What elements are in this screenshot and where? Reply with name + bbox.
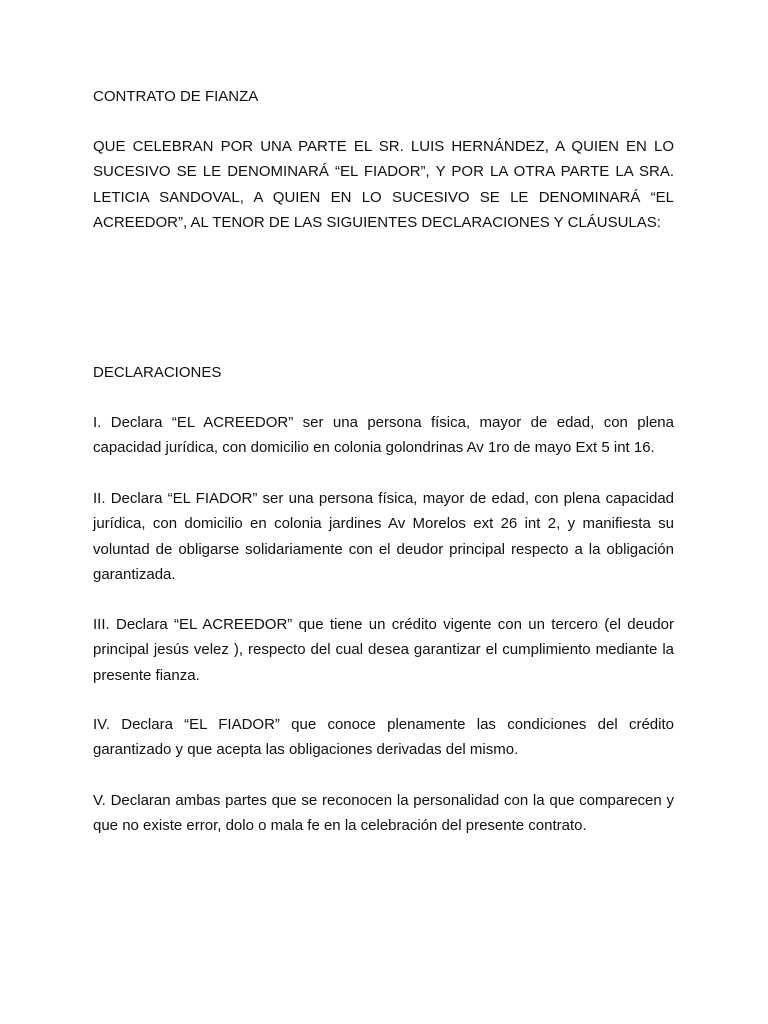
document-title: CONTRATO DE FIANZA	[93, 88, 259, 105]
declaration-item-1: I. Declara “EL ACREEDOR” ser una persona física, mayor de edad, con plena capacidad jurídica, con domicilio en colonia golondrinas Av 1ro de mayo Ext 5 int 16.	[93, 414, 674, 457]
declaration-item-2: II. Declara “EL FIADOR” ser una persona física, mayor de edad, con plena capacidad jurídica, con domicilio en colonia jardines Av Morelos ext 26 int 2, y manifiesta su voluntad de obligarse solidariamente con el deudor principal respecto a la obligación garantizada.	[93, 490, 674, 583]
declaration-item-5: V. Declaran ambas partes que se reconocen la personalidad con la que comparecen y que no existe error, dolo o mala fe en la celebración del presente contrato.	[93, 792, 674, 835]
preamble-paragraph: QUE CELEBRAN POR UNA PARTE EL SR. LUIS HERNÁNDEZ, A QUIEN EN LO SUCESIVO SE LE DENOMINARÁ “EL FIADOR”, Y POR LA OTRA PARTE LA SRA. LETICIA SANDOVAL, A QUIEN EN LO SUCESIVO SE LE DENOMINARÁ “EL ACREEDOR”, AL TENOR DE LAS SIGUIENTES DECLARACIONES Y CLÁUSULAS:	[93, 138, 674, 231]
declaration-item-3: III. Declara “EL ACREEDOR” que tiene un crédito vigente con un tercero (el deudor principal jesús velez ), respecto del cual desea garantizar el cumplimiento mediante la presente fianza.	[93, 616, 674, 684]
declarations-heading: DECLARACIONES	[93, 364, 222, 381]
declaration-item-4: IV. Declara “EL FIADOR” que conoce plenamente las condiciones del crédito garantizado y que acepta las obligaciones derivadas del mismo.	[93, 716, 674, 759]
